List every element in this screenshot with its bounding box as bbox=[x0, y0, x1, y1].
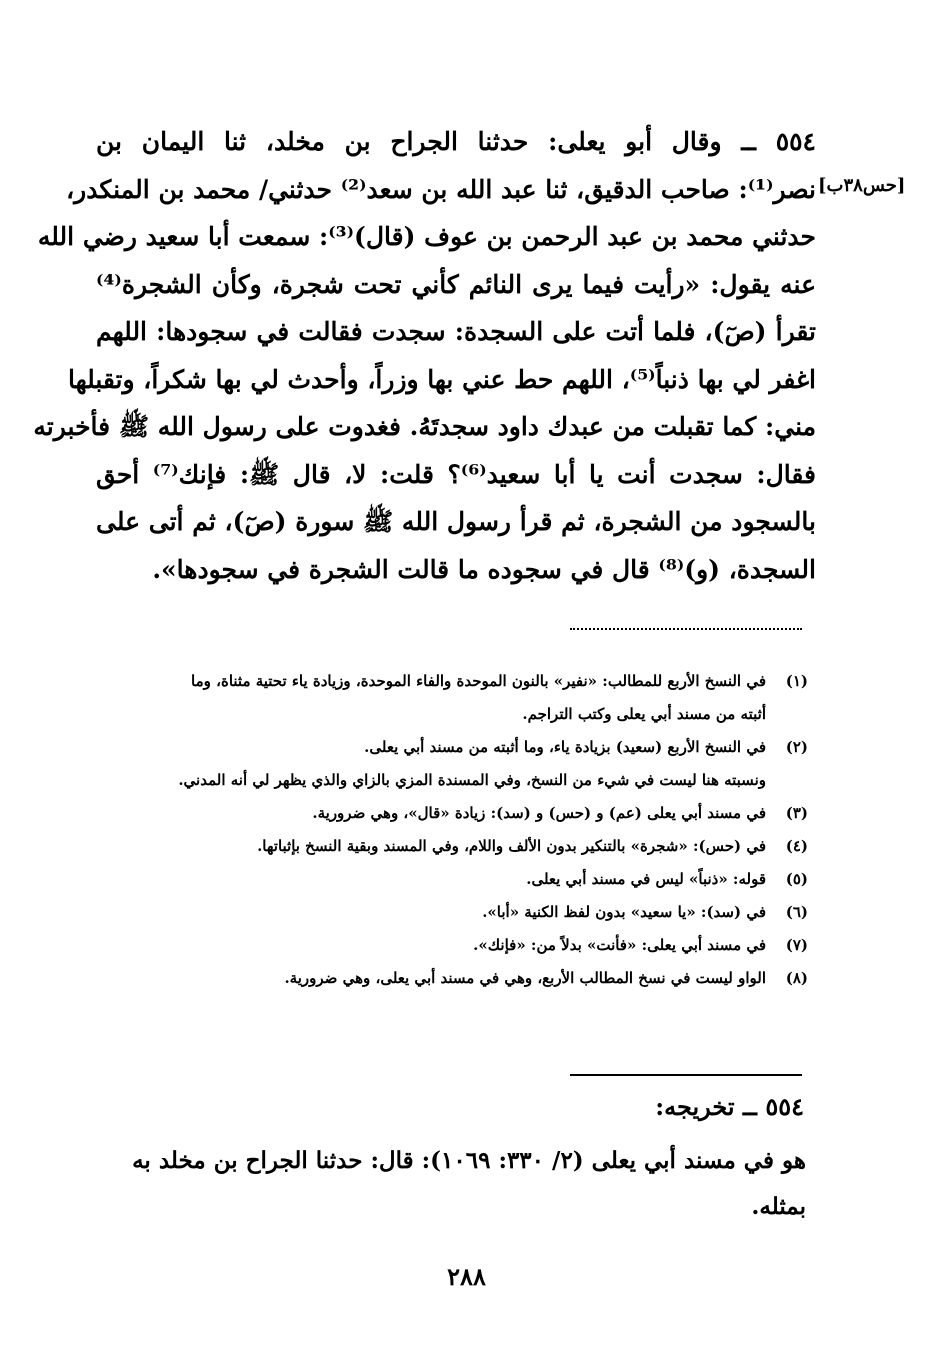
section-rule bbox=[570, 1074, 802, 1076]
footnote-text: في النسخ الأربع للمطالب: «نفير» بالنون الموحدة والفاء الموحدة، وزيادة ياء تحتية مثناة، وما bbox=[191, 672, 766, 690]
text-line: فقال: سجدت أنت يا أبا سعيد⁽⁶⁾؟ قلت: لا، قال ﷺ: فإنك⁽⁷⁾ أحق bbox=[96, 459, 816, 489]
footnote-text: ونسبته هنا ليست في شيء من النسخ، وفي المسندة المزي بالزاي والذي يظهر لي أنه المدني. bbox=[178, 771, 766, 789]
page-number: ٢٨٨ bbox=[447, 1262, 486, 1291]
footnote-number bbox=[766, 764, 808, 797]
footnote-number: (٦) bbox=[785, 903, 808, 921]
text-line: حدثني محمد بن عبد الرحمن بن عوف (قال)⁽³⁾: سمعت أبا سعيد رضي الله bbox=[37, 222, 816, 251]
text-line: ٥٥٤ ــ وقال أبو يعلى: حدثنا الجراح بن مخلد، ثنا اليمان بن bbox=[96, 127, 816, 156]
footnote-number: (٣) bbox=[785, 804, 808, 822]
footnote-item bbox=[84, 797, 808, 830]
text-line: بمثله. bbox=[751, 1193, 806, 1220]
footnote-item bbox=[84, 830, 808, 863]
manuscript-margin-note: [حس٣٨ب] bbox=[818, 175, 906, 196]
footnote-number: (٢) bbox=[785, 738, 808, 756]
hadith-text bbox=[33, 118, 816, 593]
text-line: اغفر لي بها ذنباً⁽⁵⁾، اللهم حط عني بها وزراً، وأحدث لي بها شكراً، وتقبلها bbox=[67, 364, 816, 394]
footnote-text: قوله: «ذنباً» ليس في مسند أبي يعلى. bbox=[526, 870, 766, 888]
takhrij-heading: ٥٥٤ ــ تخريجه: bbox=[655, 1092, 804, 1121]
text-line: عنه يقول: «رأيت فيما يرى النائم كأني تحت شجرة، وكأن الشجرة⁽⁴⁾ bbox=[96, 269, 816, 299]
footnote-number: (٥) bbox=[785, 870, 808, 888]
footnote-text: في مسند أبي يعلى (عم) و (حس) و (سد): زيادة «قال»، وهي ضرورية. bbox=[312, 804, 766, 822]
text-line: مني: كما تقبلت من عبدك داود سجدتَهُ. فغدوت على رسول الله ﷺ فأخبرته bbox=[33, 412, 816, 441]
footnote-number: (٧) bbox=[785, 936, 808, 954]
footnote-text: في (سد): «يا سعيد» بدون لفظ الكنية «أبا». bbox=[482, 903, 766, 921]
footnote-item bbox=[84, 929, 808, 962]
footnote-text: الواو ليست في نسخ المطالب الأربع، وهي في مسند أبي يعلى، وهي ضرورية. bbox=[284, 969, 766, 987]
footnote-text: أثبته من مسند أبي يعلى وكتب التراجم. bbox=[522, 705, 766, 723]
dotted-separator bbox=[570, 628, 802, 630]
footnote-item bbox=[84, 896, 808, 929]
text-line: نصر⁽¹⁾: صاحب الدقيق، ثنا عبد الله بن سعد⁽²⁾ حدثني/ محمد بن المنكدر، bbox=[66, 174, 816, 204]
footnote-item bbox=[84, 665, 808, 698]
footnote-text: في (حس): «شجرة» بالتنكير بدون الألف واللام، وفي المسند وبقية النسخ بإثباتها. bbox=[257, 837, 766, 855]
footnote-number: (٨) bbox=[785, 969, 808, 987]
takhrij-text bbox=[96, 1138, 806, 1230]
footnotes bbox=[84, 665, 808, 995]
text-line: بالسجود من الشجرة، ثم قرأ رسول الله ﷺ سورة (صٓ)، ثم أتى على bbox=[96, 507, 816, 536]
footnote-text: في النسخ الأربع (سعيد) بزيادة ياء، وما أثبته من مسند أبي يعلى. bbox=[364, 738, 766, 756]
footnote-item bbox=[84, 698, 808, 731]
footnote-text: في مسند أبي يعلى: «فأنت» بدلاً من: «فإنك». bbox=[473, 936, 766, 954]
text-line: تقرأ (صٓ)، فلما أتت على السجدة: سجدت فقالت في سجودها: اللهم bbox=[96, 317, 816, 346]
footnote-item bbox=[84, 731, 808, 764]
footnote-number: (٤) bbox=[785, 837, 808, 855]
footnote-number: (١) bbox=[785, 672, 808, 690]
text-line: هو في مسند أبي يعلى (٢/ ٣٣٠: ١٠٦٩): قال: حدثنا الجراح بن مخلد به bbox=[132, 1147, 806, 1174]
footnote-number bbox=[766, 698, 808, 731]
footnote-item bbox=[84, 764, 808, 797]
footnote-item bbox=[84, 962, 808, 995]
text-line: السجدة، (و)⁽⁸⁾ قال في سجوده ما قالت الشجرة في سجودها». bbox=[152, 554, 816, 584]
footnote-item bbox=[84, 863, 808, 896]
